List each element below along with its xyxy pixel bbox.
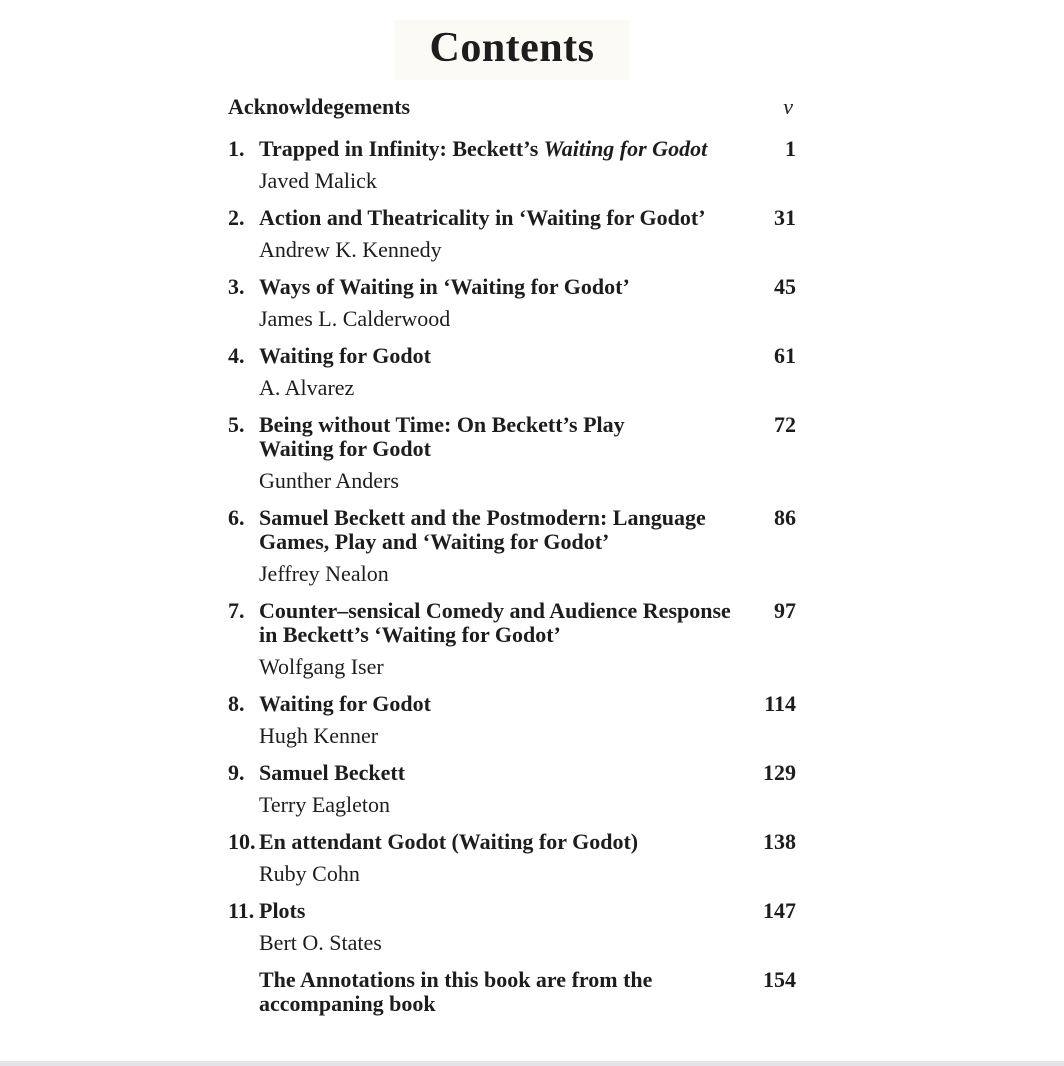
title-line [259, 830, 750, 854]
item-body [259, 761, 750, 817]
title-segment: Plots [259, 898, 306, 923]
toc-row [228, 137, 796, 193]
item-number: 10. [228, 829, 256, 854]
item-body [259, 899, 750, 955]
title-line [259, 344, 750, 368]
item-number: 4. [228, 343, 245, 368]
item-title [259, 413, 750, 461]
item-author: A. Alvarez [259, 375, 355, 400]
toc-row [228, 506, 796, 586]
contents-header [228, 20, 796, 80]
toc-row-closing-note [228, 968, 796, 1016]
item-number: 1. [228, 136, 245, 161]
item-body [259, 506, 750, 586]
item-page-number: 129 [763, 760, 796, 785]
title-line [259, 437, 750, 461]
title-segment: Ways of Waiting in ‘Waiting for Godot’ [259, 274, 630, 299]
title-line [259, 275, 750, 299]
title-segment: En attendant Godot (Waiting for Godot) [259, 829, 639, 854]
title-line [259, 992, 750, 1016]
toc-row [228, 344, 796, 400]
title-line [259, 761, 750, 785]
item-number: 3. [228, 274, 245, 299]
front-matter-page-number: v [783, 94, 793, 119]
item-body [259, 830, 750, 886]
toc-row [228, 413, 796, 493]
item-author: Terry Eagleton [259, 792, 391, 817]
title-segment: Samuel Beckett [259, 760, 406, 785]
item-author: Ruby Cohn [259, 861, 360, 886]
toc-item-list [228, 137, 796, 1016]
toc-row [228, 275, 796, 331]
toc-row-front-matter [228, 95, 796, 119]
toc-row [228, 692, 796, 748]
toc-row [228, 830, 796, 886]
title-segment: Waiting for Godot [259, 436, 431, 461]
item-title [259, 137, 750, 161]
item-author: Javed Malick [259, 168, 377, 193]
item-page-number: 114 [764, 691, 796, 716]
item-author: Jeffrey Nealon [259, 561, 389, 586]
item-page-number: 147 [763, 898, 796, 923]
item-title [259, 761, 750, 785]
item-title [259, 506, 750, 554]
item-body [259, 344, 750, 400]
item-title [259, 830, 750, 854]
title-segment: The Annotations in this book are from the [259, 967, 653, 992]
item-author: Bert O. States [259, 930, 382, 955]
item-page-number: 86 [774, 505, 796, 530]
title-line [259, 599, 750, 623]
item-number: 7. [228, 598, 245, 623]
title-line [259, 530, 750, 554]
title-segment: Waiting for Godot [259, 343, 431, 368]
title-segment: Games, Play and ‘Waiting for Godot’ [259, 529, 610, 554]
item-title [259, 968, 750, 1016]
item-author: Wolfgang Iser [259, 654, 384, 679]
item-author: Andrew K. Kennedy [259, 237, 442, 262]
item-author: James L. Calderwood [259, 306, 451, 331]
item-page-number: 72 [774, 412, 796, 437]
title-line [259, 623, 750, 647]
item-body [259, 275, 750, 331]
item-title [259, 275, 750, 299]
title-segment: in Beckett’s ‘Waiting for Godot’ [259, 622, 561, 647]
title-italic-segment: Waiting for Godot [543, 136, 708, 161]
item-author: Gunther Anders [259, 468, 399, 493]
title-line [259, 206, 750, 230]
title-line [259, 137, 750, 161]
item-number: 11. [228, 898, 255, 923]
item-body [259, 599, 750, 679]
title-line [259, 506, 750, 530]
item-page-number: 45 [774, 274, 796, 299]
item-body [259, 413, 750, 493]
item-number: 5. [228, 412, 245, 437]
title-line [259, 692, 750, 716]
item-title [259, 692, 750, 716]
title-segment: Being without Time: On Beckett’s Play [259, 412, 625, 437]
item-number: 9. [228, 760, 245, 785]
item-number: 8. [228, 691, 245, 716]
table-of-contents [228, 95, 796, 1029]
viewer-edge-strip [0, 1061, 1064, 1066]
title-line [259, 968, 750, 992]
item-page-number: 31 [774, 205, 796, 230]
item-number: 6. [228, 505, 245, 530]
toc-row [228, 761, 796, 817]
toc-row [228, 899, 796, 955]
title-line [259, 413, 750, 437]
item-author: Hugh Kenner [259, 723, 379, 748]
item-title [259, 344, 750, 368]
item-body [259, 206, 750, 262]
item-body [259, 968, 750, 1016]
title-segment: Counter–sensical Comedy and Audience Response [259, 598, 731, 623]
title-line [259, 899, 750, 923]
item-title [259, 599, 750, 647]
item-body [259, 137, 750, 193]
item-page-number: 97 [774, 598, 796, 623]
title-segment: Trapped in Infinity: Beckett’s [259, 136, 544, 161]
item-page-number: 61 [774, 343, 796, 368]
item-title [259, 206, 750, 230]
title-segment: Action and Theatricality in ‘Waiting for Godot’ [259, 205, 706, 230]
front-matter-label: Acknowldegements [228, 94, 411, 119]
title-segment: Samuel Beckett and the Postmodern: Language [259, 505, 706, 530]
item-title [259, 899, 750, 923]
item-page-number: 1 [785, 136, 796, 161]
item-number: 2. [228, 205, 245, 230]
toc-row [228, 206, 796, 262]
toc-row [228, 599, 796, 679]
title-segment: accompaning book [259, 991, 436, 1016]
item-page-number: 154 [763, 967, 796, 992]
item-body [259, 692, 750, 748]
page-title: Contents [395, 20, 628, 80]
item-page-number: 138 [763, 829, 796, 854]
title-segment: Waiting for Godot [259, 691, 431, 716]
